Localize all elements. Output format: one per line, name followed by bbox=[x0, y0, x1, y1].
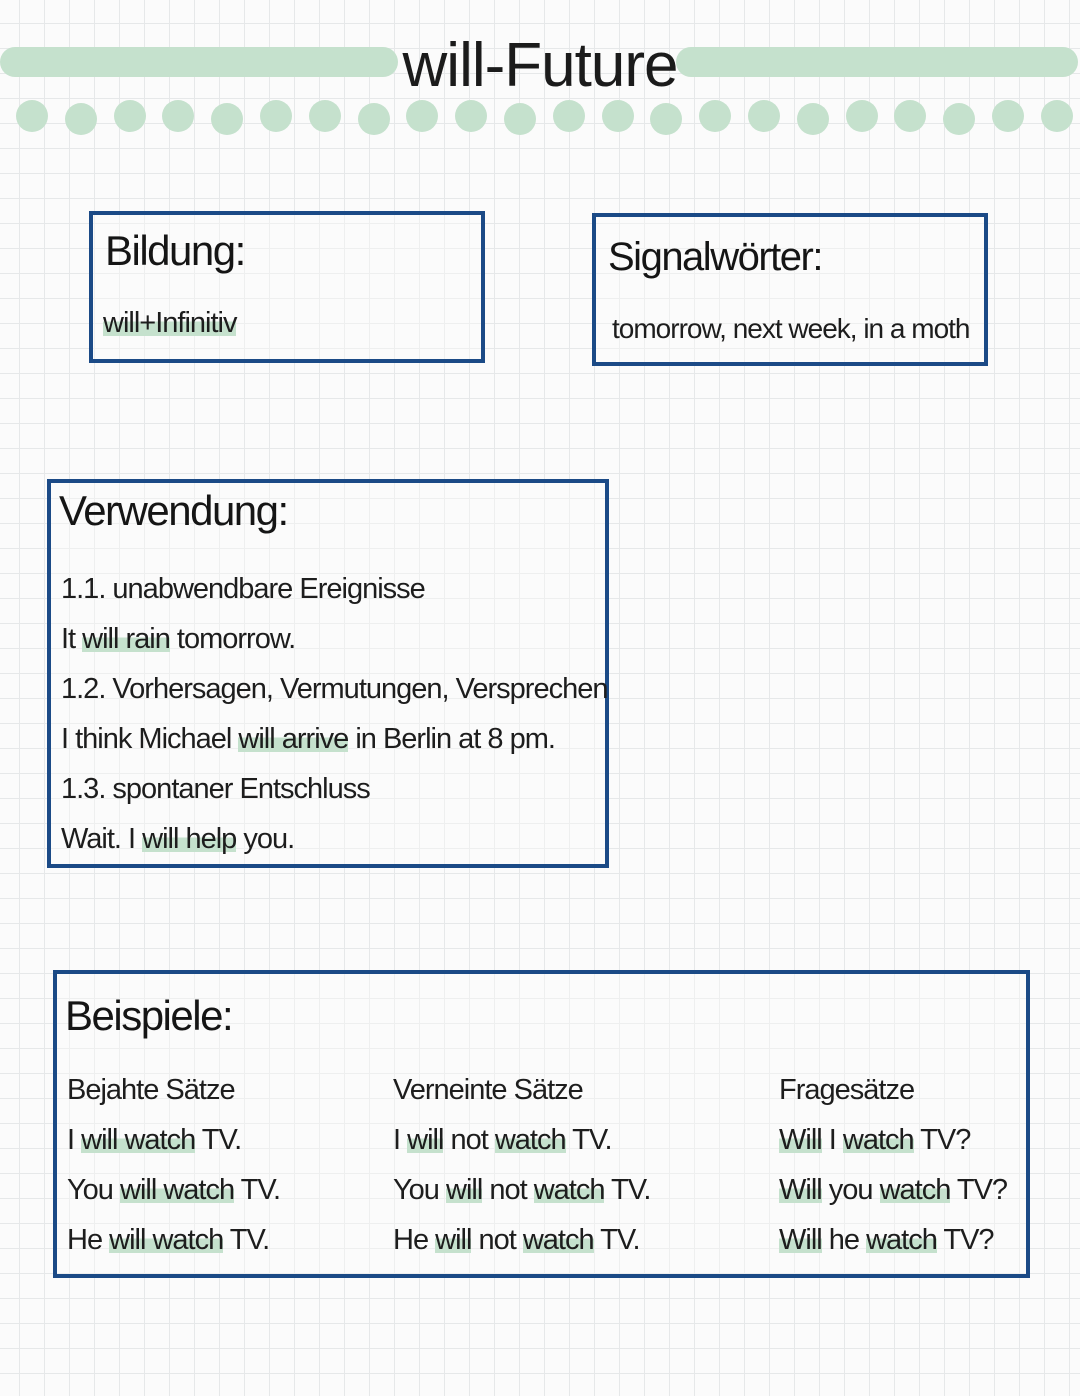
beispiele-row bbox=[393, 1174, 650, 1207]
beispiele-row bbox=[779, 1174, 1007, 1207]
line-text: not bbox=[482, 1174, 534, 1206]
highlighted-text: will watch bbox=[109, 1224, 224, 1256]
line-text: He bbox=[67, 1224, 110, 1256]
bildung-heading: Bildung: bbox=[105, 227, 245, 274]
line-text: Wait. I bbox=[61, 823, 143, 855]
line-text: in Berlin at 8 pm. bbox=[348, 723, 555, 755]
line-text: TV. bbox=[234, 1174, 281, 1206]
signalwoerter-heading: Signalwörter: bbox=[608, 235, 822, 279]
header-bar-right bbox=[676, 47, 1078, 77]
line-text: You bbox=[393, 1174, 446, 1206]
header-dot bbox=[211, 103, 243, 135]
header-dot bbox=[1041, 100, 1073, 132]
header-dot bbox=[553, 100, 585, 132]
line-text: It bbox=[61, 623, 83, 655]
header-dot bbox=[455, 100, 487, 132]
highlighted-text: watch bbox=[866, 1224, 937, 1256]
highlighted-text: watch bbox=[879, 1174, 951, 1206]
verwendung-line bbox=[61, 673, 607, 706]
beispiele-row bbox=[393, 1124, 612, 1157]
header-dot bbox=[699, 100, 731, 132]
highlighted-text: watch bbox=[494, 1124, 566, 1156]
verwendung-line bbox=[61, 823, 294, 856]
beispiele-row bbox=[67, 1124, 241, 1157]
header-dot bbox=[748, 100, 780, 132]
line-text: 1.2. Vorhersagen, Vermutungen, Versprechen bbox=[61, 673, 608, 705]
header-dot bbox=[114, 100, 146, 132]
bildung-text bbox=[103, 307, 236, 340]
header-dot bbox=[797, 103, 829, 135]
line-text: not bbox=[443, 1124, 495, 1156]
header-dot bbox=[65, 103, 97, 135]
beispiele-row bbox=[779, 1224, 994, 1257]
header-dot bbox=[309, 100, 341, 132]
beispiele-column-title: Bejahte Sätze bbox=[67, 1074, 235, 1106]
header-dot bbox=[260, 100, 292, 132]
line-text: he bbox=[821, 1224, 867, 1256]
line-text: TV. bbox=[223, 1224, 270, 1256]
verwendung-line bbox=[61, 773, 370, 806]
beispiele-column-title: Fragesätze bbox=[779, 1074, 915, 1106]
line-text: 1.3. spontaner Entschluss bbox=[61, 773, 370, 805]
highlighted-text: will bbox=[435, 1224, 472, 1256]
line-text: you. bbox=[236, 823, 295, 855]
highlighted-text: Will bbox=[779, 1174, 822, 1206]
bildung-box bbox=[89, 211, 485, 363]
line-text: He bbox=[393, 1224, 436, 1256]
line-text: not bbox=[471, 1224, 523, 1256]
highlighted-text: Will bbox=[779, 1224, 822, 1256]
highlighted-text: watch bbox=[842, 1124, 914, 1156]
signalwoerter-box bbox=[592, 213, 988, 366]
beispiele-box bbox=[53, 970, 1030, 1278]
highlighted-text: will watch bbox=[81, 1124, 196, 1156]
line-text: tomorrow. bbox=[169, 623, 296, 655]
header-bar-left bbox=[0, 47, 398, 77]
highlighted-text: will watch bbox=[120, 1174, 235, 1206]
header-dot bbox=[992, 100, 1024, 132]
highlighted-text: will help bbox=[142, 823, 237, 855]
bildung-formula: will+Infinitiv bbox=[103, 307, 237, 339]
line-text: TV. bbox=[565, 1124, 612, 1156]
line-text: 1.1. unabwendbare Ereignisse bbox=[61, 573, 425, 605]
highlighted-text: will rain bbox=[82, 623, 170, 655]
line-text: You bbox=[67, 1174, 120, 1206]
signalwoerter-text: tomorrow, next week, in a moth bbox=[612, 313, 970, 344]
line-text: I bbox=[67, 1124, 82, 1156]
line-text: I bbox=[821, 1124, 843, 1156]
verwendung-heading: Verwendung: bbox=[59, 487, 288, 534]
highlighted-text: will bbox=[446, 1174, 483, 1206]
line-text: TV? bbox=[936, 1224, 994, 1256]
header-dot bbox=[504, 103, 536, 135]
beispiele-row bbox=[67, 1224, 269, 1257]
header-dot bbox=[162, 100, 194, 132]
verwendung-box bbox=[47, 479, 609, 868]
verwendung-line bbox=[61, 723, 555, 756]
header-dot bbox=[406, 100, 438, 132]
header-dot bbox=[16, 100, 48, 132]
verwendung-line bbox=[61, 573, 425, 606]
line-text: TV? bbox=[950, 1174, 1008, 1206]
verwendung-line bbox=[61, 623, 295, 656]
beispiele-heading: Beispiele: bbox=[65, 992, 233, 1039]
beispiele-row bbox=[393, 1224, 640, 1257]
header-dot bbox=[943, 103, 975, 135]
highlighted-text: will arrive bbox=[238, 723, 349, 755]
highlighted-text: watch bbox=[533, 1174, 605, 1206]
header-dot bbox=[358, 103, 390, 135]
beispiele-row bbox=[67, 1174, 280, 1207]
header-dot bbox=[602, 100, 634, 132]
highlighted-text: watch bbox=[522, 1224, 594, 1256]
line-text: you bbox=[821, 1174, 880, 1206]
page-title: will-Future bbox=[402, 31, 678, 100]
highlighted-text: Will bbox=[779, 1124, 822, 1156]
highlighted-text: will bbox=[407, 1124, 444, 1156]
line-text: TV. bbox=[593, 1224, 640, 1256]
line-text: I think Michael bbox=[61, 723, 239, 755]
line-text: TV. bbox=[604, 1174, 651, 1206]
header-dot bbox=[650, 103, 682, 135]
line-text: I bbox=[393, 1124, 408, 1156]
header-dot bbox=[894, 100, 926, 132]
line-text: TV. bbox=[195, 1124, 242, 1156]
beispiele-column-title: Verneinte Sätze bbox=[393, 1074, 583, 1106]
line-text: TV? bbox=[913, 1124, 971, 1156]
beispiele-row bbox=[779, 1124, 970, 1157]
header-dot bbox=[846, 100, 878, 132]
